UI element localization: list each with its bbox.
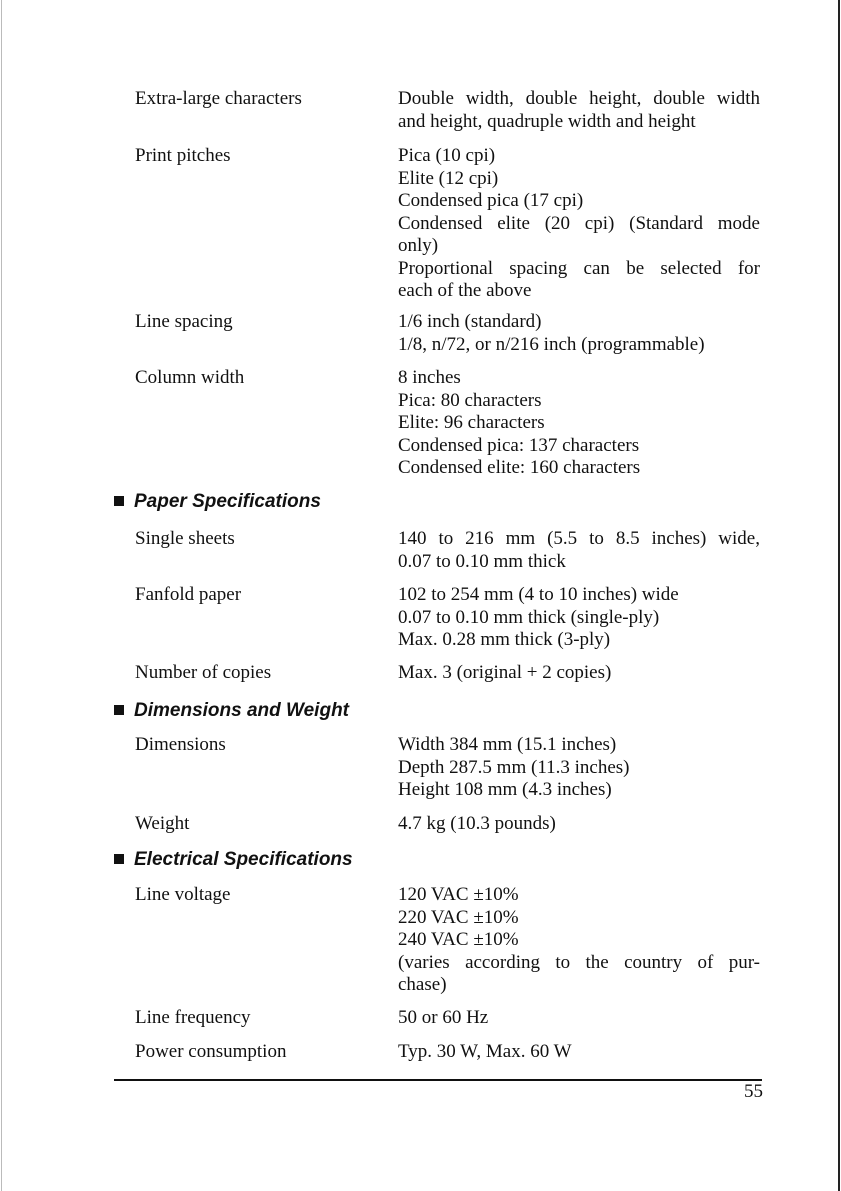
spec-line: 220 VAC ±10%	[398, 906, 519, 928]
spec-value	[398, 813, 760, 836]
spec-line: 0.07 to 0.10 mm thick (single-ply)	[398, 606, 660, 628]
spec-line: Condensed pica: 137 characters	[398, 434, 640, 456]
spec-line: Max. 0.28 mm thick (3-ply)	[398, 629, 611, 650]
spec-value	[398, 884, 760, 997]
spec-line: 50 or 60 Hz	[398, 1007, 489, 1028]
section-heading-text: Paper Specifications	[134, 491, 321, 512]
spec-line: Width 384 mm (15.1 inches)	[398, 734, 617, 755]
spec-line: 102 to 254 mm (4 to 10 inches) wide	[398, 584, 679, 605]
footer-rule	[114, 1079, 762, 1081]
section-heading-paper	[114, 491, 321, 513]
spec-line: Typ. 30 W, Max. 60 W	[398, 1041, 572, 1062]
spec-line: Condensed pica (17 cpi)	[398, 190, 584, 211]
spec-value	[398, 1041, 760, 1064]
spec-line: Max. 3 (original + 2 copies)	[398, 662, 612, 683]
spec-label: Weight	[135, 813, 190, 834]
spec-value	[398, 1007, 760, 1030]
spec-value	[398, 311, 760, 356]
spec-line: Pica (10 cpi)	[398, 145, 496, 166]
spec-line: Height 108 mm (4.3 inches)	[398, 779, 612, 800]
spec-line: 140 to 216 mm (5.5 to 8.5 inches) wide,	[398, 528, 760, 549]
spec-line: 4.7 kg (10.3 pounds)	[398, 813, 556, 834]
spec-line: Pica: 80 characters	[398, 389, 542, 411]
spec-value	[398, 662, 760, 685]
page-number: 55	[744, 1081, 763, 1102]
spec-line: Depth 287.5 mm (11.3 inches)	[398, 756, 630, 778]
section-heading-text: Dimensions and Weight	[134, 700, 350, 721]
spec-line: only)	[398, 235, 439, 256]
spec-value	[398, 734, 760, 802]
spec-line: Proportional spacing can be selected for	[398, 257, 760, 279]
spec-label: Fanfold paper	[135, 584, 242, 605]
spec-line: Double width, double height, double width	[398, 88, 760, 109]
spec-label: Extra-large characters	[135, 88, 302, 109]
spec-line: 1/8, n/72, or n/216 inch (programmable)	[398, 333, 705, 355]
spec-value	[398, 367, 760, 480]
spec-line: 120 VAC ±10%	[398, 884, 519, 905]
spec-line: 240 VAC ±10%	[398, 929, 519, 950]
spec-line: and height, quadruple width and height	[398, 110, 696, 132]
spec-value	[398, 88, 760, 133]
spec-line: 8 inches	[398, 367, 461, 388]
spec-value	[398, 528, 760, 573]
scan-edge-left	[1, 0, 2, 1191]
spec-label: Print pitches	[135, 145, 231, 166]
bullet-square-icon	[114, 496, 124, 506]
spec-line: 0.07 to 0.10 mm thick	[398, 550, 566, 572]
spec-line: Elite (12 cpi)	[398, 167, 499, 189]
bullet-square-icon	[114, 854, 124, 864]
spec-label: Power consumption	[135, 1041, 287, 1062]
section-heading-text: Electrical Specifications	[134, 849, 353, 870]
spec-label: Column width	[135, 367, 245, 388]
section-heading-electrical	[114, 849, 353, 871]
spec-value	[398, 145, 760, 303]
spec-label: Dimensions	[135, 734, 226, 755]
spec-line: Condensed elite (20 cpi) (Standard mode	[398, 212, 760, 234]
bullet-square-icon	[114, 705, 124, 715]
spec-line: Condensed elite: 160 characters	[398, 457, 641, 478]
spec-label: Single sheets	[135, 528, 235, 549]
spec-line: Elite: 96 characters	[398, 412, 545, 433]
spec-line: 1/6 inch (standard)	[398, 311, 542, 332]
section-heading-dimensions	[114, 700, 349, 722]
spec-line: (varies according to the country of pur-	[398, 951, 760, 973]
spec-line: each of the above	[398, 280, 532, 301]
spec-value	[398, 584, 760, 652]
spec-label: Number of copies	[135, 662, 272, 683]
spec-label: Line voltage	[135, 884, 231, 905]
spec-label: Line frequency	[135, 1007, 251, 1028]
spec-label: Line spacing	[135, 311, 233, 332]
spec-line: chase)	[398, 974, 447, 995]
scan-edge-right	[838, 0, 840, 1191]
